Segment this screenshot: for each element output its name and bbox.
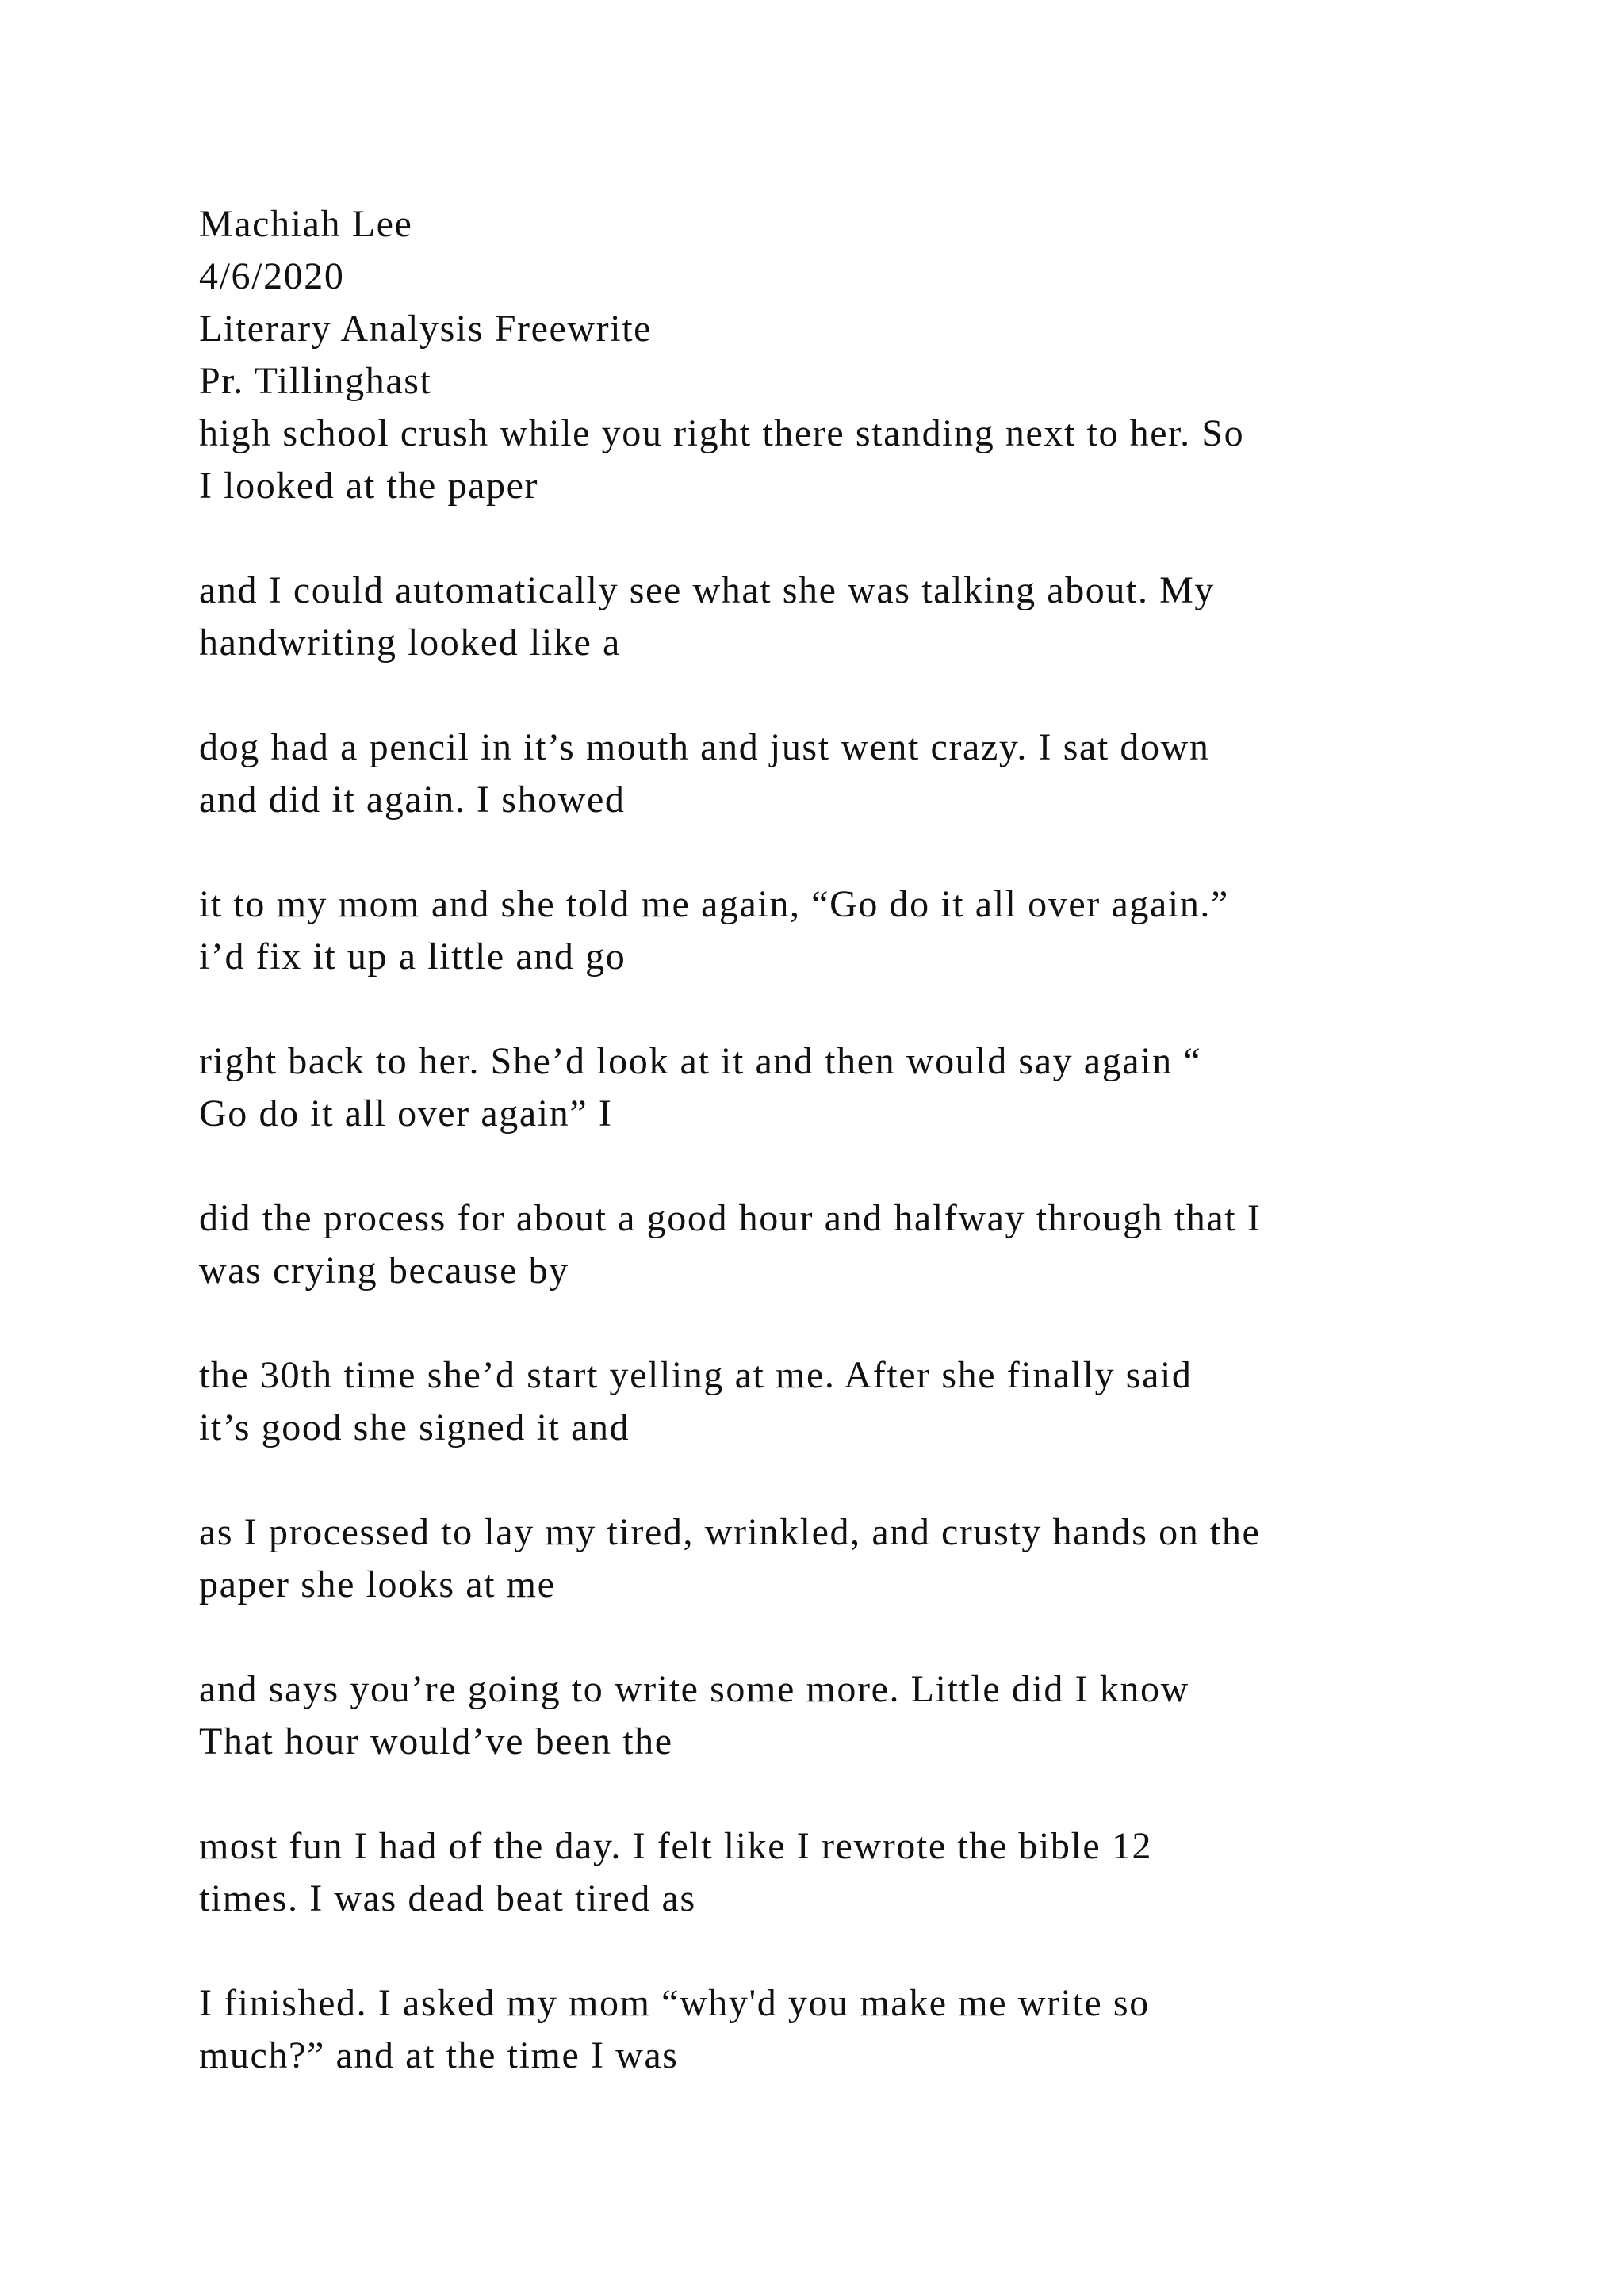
- paragraph-line: i’d fix it up a little and go: [199, 936, 626, 978]
- paragraph-gap: [199, 1925, 1547, 1977]
- paragraph-line: the 30th time she’d start yelling at me. After she finally said: [199, 1354, 1193, 1396]
- document-body: [199, 198, 1547, 2082]
- paragraph-gap: [199, 1140, 1547, 1192]
- paragraph-gap: [199, 983, 1547, 1035]
- paragraph-line: it to my mom and she told me again, “Go do it all over again.”: [199, 883, 1229, 925]
- paragraph-line: much?” and at the time I was: [199, 2034, 679, 2076]
- paragraph-line: did the process for about a good hour and halfway through that I: [199, 1197, 1262, 1239]
- paragraph-line: and did it again. I showed: [199, 779, 626, 821]
- paragraph-line: I looked at the paper: [199, 465, 539, 507]
- paragraph-line: was crying because by: [199, 1249, 569, 1292]
- paragraph-line: I finished. I asked my mom “why'd you make me write so: [199, 1982, 1150, 2024]
- paragraph-gap: [199, 1454, 1547, 1506]
- paragraph-gap: [199, 669, 1547, 721]
- paragraph-gap: [199, 826, 1547, 878]
- paragraph-gap: [199, 512, 1547, 564]
- paragraph-line: and says you’re going to write some more. Little did I know: [199, 1668, 1189, 1710]
- instructor-name: Pr. Tillinghast: [199, 360, 432, 402]
- paragraph-line: paper she looks at me: [199, 1563, 556, 1605]
- paragraph-gap: [199, 1297, 1547, 1349]
- paragraph-line: high school crush while you right there standing next to her. So: [199, 412, 1245, 454]
- author-name: Machiah Lee: [199, 203, 413, 245]
- paragraph-gap: [199, 1611, 1547, 1663]
- assignment-title: Literary Analysis Freewrite: [199, 308, 653, 350]
- paragraph-gap: [199, 1768, 1547, 1820]
- paragraph-line: and I could automatically see what she was talking about. My: [199, 569, 1216, 611]
- paragraph-line: dog had a pencil in it’s mouth and just went crazy. I sat down: [199, 726, 1210, 768]
- paragraph-line: most fun I had of the day. I felt like I rewrote the bible 12: [199, 1825, 1153, 1867]
- paragraph-line: Go do it all over again” I: [199, 1093, 613, 1135]
- paragraph-line: as I processed to lay my tired, wrinkled, and crusty hands on the: [199, 1511, 1261, 1553]
- paragraph-line: times. I was dead beat tired as: [199, 1877, 696, 1919]
- document-date: 4/6/2020: [199, 255, 345, 297]
- paragraph-line: That hour would’ve been the: [199, 1720, 673, 1762]
- paragraph-line: it’s good she signed it and: [199, 1406, 630, 1448]
- paragraph-line: handwriting looked like a: [199, 622, 621, 664]
- paragraph-line: right back to her. She’d look at it and then would say again “: [199, 1040, 1202, 1082]
